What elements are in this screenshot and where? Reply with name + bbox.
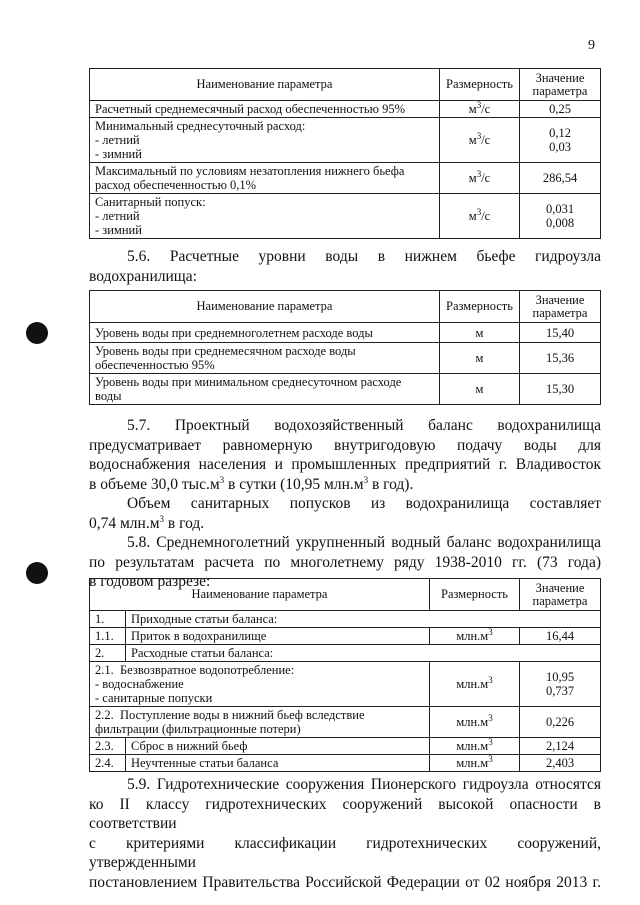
header-unit: Размерность xyxy=(440,69,520,101)
paragraph-5-6: 5.6. Расчетные уровни воды в нижнем бьефе гидроузла водохранилища: xyxy=(89,248,601,285)
table-row xyxy=(90,101,601,118)
header-value: Значение параметра xyxy=(520,69,601,101)
param-name: Уровень воды при минимальном среднесуточном расходе воды xyxy=(90,374,440,405)
header-param-name: Наименование параметра xyxy=(90,579,430,611)
param-name: Максимальный по условиям незатопления нижнего бьефа расход обеспеченностью 0,1% xyxy=(90,163,440,194)
param-name: 2.2. Поступление воды в нижний бьеф вследствие фильтрации (фильтрационные потери) xyxy=(90,707,430,738)
water-level-table xyxy=(89,290,601,405)
unit-cell: м xyxy=(440,374,520,405)
param-name: Сброс в нижний бьеф xyxy=(126,738,430,755)
header-unit: Размерность xyxy=(440,291,520,323)
table-row xyxy=(90,662,601,707)
water-balance-table xyxy=(89,578,601,772)
unit-cell: м xyxy=(440,323,520,343)
param-name: Неучтенные статьи баланса xyxy=(126,755,430,772)
unit-cell: $млн.м^3$ xyxy=(430,628,520,645)
header-param-name: Наименование параметра xyxy=(90,291,440,323)
value-cell: 2,403 xyxy=(520,755,601,772)
paragraph-5-8: 5.8. Среднемноголетний укрупненный водный баланс водохранилища xyxy=(127,534,601,551)
table-row xyxy=(90,323,601,343)
header-param-name: Наименование параметра xyxy=(90,69,440,101)
row-number: 2.4. xyxy=(90,755,126,772)
row-number: 1. xyxy=(90,611,126,628)
table-row xyxy=(90,611,601,628)
value-cell: 0,031 0,008 xyxy=(520,194,601,239)
table-row xyxy=(90,118,601,163)
table-row xyxy=(90,738,601,755)
paragraph-sanitary: Объем санитарных попусков из водохранилища составляет xyxy=(127,495,601,512)
paragraph-5-9: 5.9. Гидротехнические сооружения Пионерского гидроузла относятся ко II классу гидротехнических сооружений высокой опасности в соответствии с критериями классификации гидротехнических сооружений, утвержденными постановлением Правительства Российской Федерации от 02 ноября 2013 г. xyxy=(89,776,601,891)
param-name: Приток в водохранилище xyxy=(126,628,430,645)
table-row xyxy=(90,194,601,239)
paragraph-5-7: 5.7. Проектный водохозяйственный баланс водохранилища предусматривает равномерную внутригодовую подачу воды для водоснабжения населения и промышленных предприятий г. Владивосток в объеме 30,0 $тыс.м^3$ в сутки (10,95 $млн.м^3$ в год). Объем санитарных попусков из водохранилища составляет 0,74 $млн.м^3$ в год. 5.8. Среднемноголетний укрупненный водный баланс водохранилища по результатам расчета по многолетнему ряду 1938-2010 гг. (73 года) в годовом разрезе: xyxy=(89,417,601,590)
param-name: Расчетный среднемесячный расход обеспеченностью 95% xyxy=(90,101,440,118)
param-name: Уровень воды при среднемесячном расходе воды обеспеченностью 95% xyxy=(90,343,440,374)
param-name: Санитарный попуск: - летний - зимний xyxy=(90,194,440,239)
value-cell: 10,95 0,737 xyxy=(520,662,601,707)
header-unit: Размерность xyxy=(430,579,520,611)
param-name: Расходные статьи баланса: xyxy=(126,645,601,662)
param-name: Уровень воды при среднемноголетнем расходе воды xyxy=(90,323,440,343)
punch-hole-top xyxy=(26,322,48,344)
unit-cell: $млн.м^3$ xyxy=(430,662,520,707)
value-cell: 16,44 xyxy=(520,628,601,645)
punch-hole-bottom xyxy=(26,562,48,584)
value-cell: 2,124 xyxy=(520,738,601,755)
row-number: 2.3. xyxy=(90,738,126,755)
value-cell: 286,54 xyxy=(520,163,601,194)
value-cell: 15,36 xyxy=(520,343,601,374)
unit-cell: $млн.м^3$ xyxy=(430,755,520,772)
param-name: Минимальный среднесуточный расход: - летний - зимний xyxy=(90,118,440,163)
value-cell: 0,12 0,03 xyxy=(520,118,601,163)
table-row xyxy=(90,343,601,374)
table-row xyxy=(90,628,601,645)
value-cell: 0,25 xyxy=(520,101,601,118)
table-row xyxy=(90,163,601,194)
header-value: Значение параметра xyxy=(520,579,601,611)
unit-cell: $млн.м^3$ xyxy=(430,738,520,755)
unit-cell: $м^3/с$ xyxy=(440,163,520,194)
value-cell: 0,226 xyxy=(520,707,601,738)
table-row xyxy=(90,707,601,738)
row-number: 1.1. xyxy=(90,628,126,645)
param-name: 2.1. Безвозвратное водопотребление: - водоснабжение - санитарные попуски xyxy=(90,662,430,707)
discharge-table xyxy=(89,68,601,239)
unit-cell: $м^3/с$ xyxy=(440,118,520,163)
value-cell: 15,40 xyxy=(520,323,601,343)
page-number: 9 xyxy=(588,38,595,53)
unit-cell: $млн.м^3$ xyxy=(430,707,520,738)
table-row xyxy=(90,374,601,405)
row-number: 2. xyxy=(90,645,126,662)
header-value: Значение параметра xyxy=(520,291,601,323)
table-row xyxy=(90,645,601,662)
table-row xyxy=(90,755,601,772)
param-name: Приходные статьи баланса: xyxy=(126,611,601,628)
unit-cell: $м^3/с$ xyxy=(440,194,520,239)
value-cell: 15,30 xyxy=(520,374,601,405)
unit-cell: $м^3/с$ xyxy=(440,101,520,118)
unit-cell: м xyxy=(440,343,520,374)
